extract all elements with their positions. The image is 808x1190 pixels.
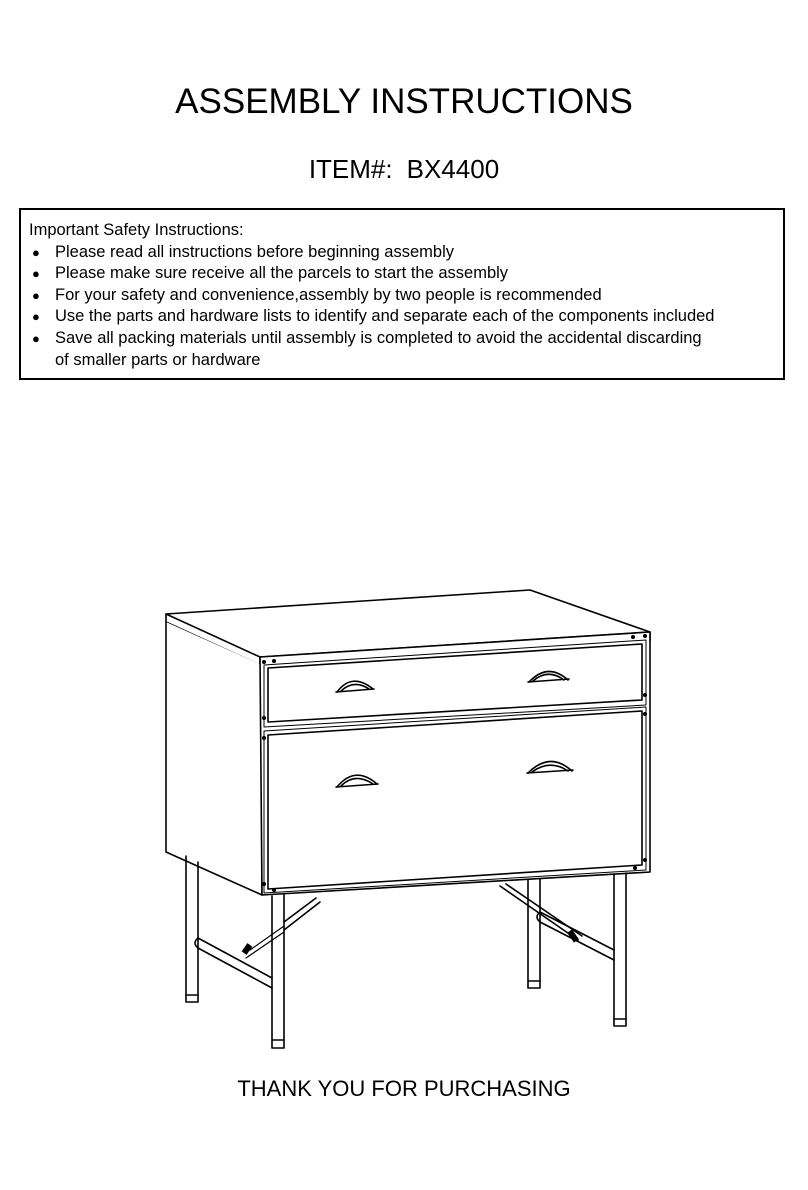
item-number-line — [0, 154, 808, 185]
safety-item: ● Use the parts and hardware lists to identify and separate each of the components included — [29, 306, 775, 328]
safety-instructions-box — [19, 208, 785, 380]
cabinet-side — [166, 622, 262, 895]
bullet-icon: ● — [32, 309, 40, 325]
bullet-icon: ● — [32, 287, 40, 303]
safety-list — [29, 242, 775, 372]
cabinet-illustration — [160, 585, 660, 1060]
page-title: ASSEMBLY INSTRUCTIONS — [175, 82, 633, 121]
safety-item: ● Please read all instructions before beginning assembly — [29, 242, 775, 264]
leg-front-right — [614, 873, 626, 1026]
stretcher-right — [540, 912, 614, 960]
safety-item: ● Please make sure receive all the parcels to start the assembly — [29, 263, 775, 285]
brace-left — [284, 898, 320, 930]
safety-heading: Important Safety Instructions: — [29, 221, 244, 239]
cabinet-front — [260, 632, 650, 895]
leg-back-right — [528, 879, 540, 988]
safety-item: ● For your safety and convenience,assembly by two people is recommended — [29, 285, 775, 307]
bullet-icon: ● — [32, 330, 40, 346]
item-number: BX4400 — [406, 154, 500, 184]
bullet-icon: ● — [32, 244, 40, 260]
stretcher-left — [198, 938, 272, 988]
bullet-icon: ● — [32, 266, 40, 282]
thank-you-text: THANK YOU FOR PURCHASING — [237, 1076, 571, 1101]
safety-item: ● Save all packing materials until assembly is completed to avoid the accidental discarding — [29, 328, 775, 350]
item-label: ITEM#: — [308, 154, 393, 184]
safety-item-continuation: of smaller parts or hardware — [55, 350, 261, 369]
leg-back-left — [186, 856, 198, 1002]
leg-front-left — [272, 895, 284, 1048]
